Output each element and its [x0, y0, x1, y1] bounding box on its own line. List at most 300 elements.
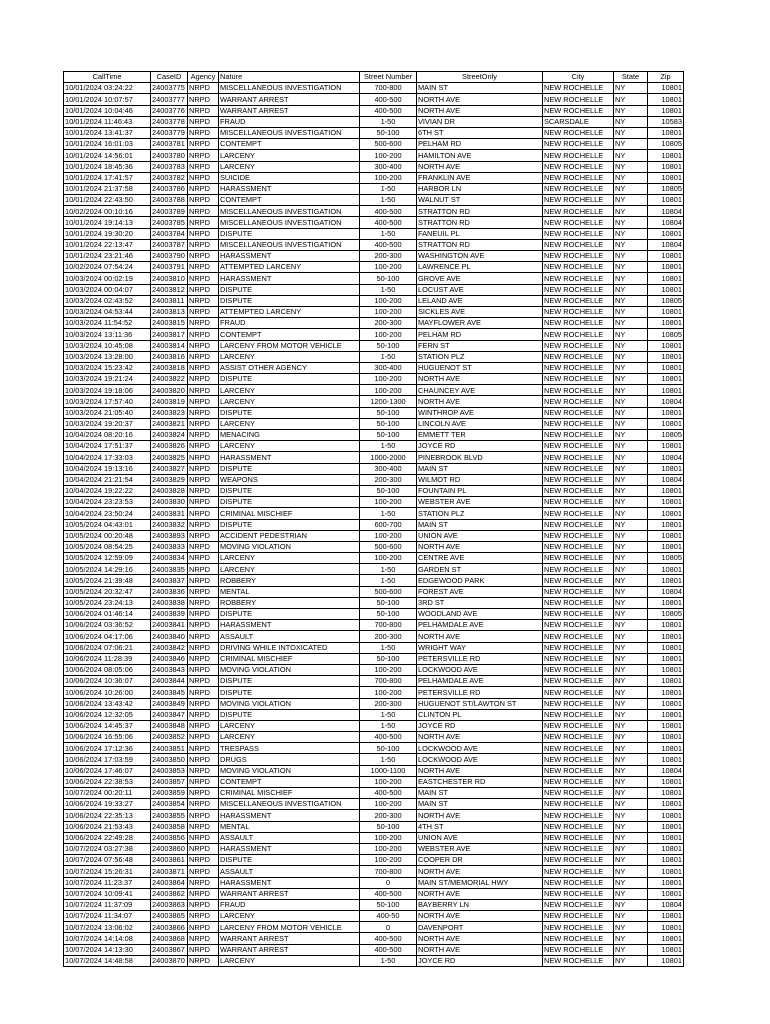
cell-caseid: 24003828	[151, 485, 188, 496]
cell-street-number: 1-50	[360, 116, 417, 127]
cell-nature: DISPUTE	[219, 374, 360, 385]
table-row	[64, 631, 684, 642]
cell-nature: CRIMINAL MISCHIEF	[219, 508, 360, 519]
cell-state: NY	[614, 754, 648, 765]
table-row	[64, 754, 684, 765]
table-row	[64, 788, 684, 799]
table-row	[64, 139, 684, 150]
cell-state: NY	[614, 553, 648, 564]
cell-nature: WARRANT ARREST	[219, 933, 360, 944]
table-row	[64, 150, 684, 161]
cell-agency: NRPD	[188, 94, 219, 105]
cell-city: NEW ROCHELLE	[543, 821, 614, 832]
cell-agency: NRPD	[188, 139, 219, 150]
cell-nature: WARRANT ARREST	[219, 105, 360, 116]
table-row	[64, 676, 684, 687]
cell-street-number: 1-50	[360, 195, 417, 206]
cell-caseid: 24003790	[151, 251, 188, 262]
cell-nature: DISPUTE	[219, 687, 360, 698]
cell-street-only: WEBSTER AVE	[417, 497, 543, 508]
cell-zip: 10801	[648, 676, 684, 687]
cell-nature: MOVING VIOLATION	[219, 698, 360, 709]
cell-city: NEW ROCHELLE	[543, 239, 614, 250]
cell-city: NEW ROCHELLE	[543, 485, 614, 496]
cell-caseid: 24003835	[151, 564, 188, 575]
cell-city: NEW ROCHELLE	[543, 508, 614, 519]
cell-agency: NRPD	[188, 732, 219, 743]
cell-state: NY	[614, 575, 648, 586]
cell-agency: NRPD	[188, 463, 219, 474]
cell-caseid: 24003855	[151, 810, 188, 821]
cell-street-only: PINEBROOK BLVD	[417, 452, 543, 463]
cell-zip: 10801	[648, 228, 684, 239]
cell-street-only: HUGUENOT ST/LAWTON ST	[417, 698, 543, 709]
cell-agency: NRPD	[188, 127, 219, 138]
cell-state: NY	[614, 843, 648, 854]
cell-state: NY	[614, 832, 648, 843]
cell-city: NEW ROCHELLE	[543, 183, 614, 194]
cell-zip: 10801	[648, 810, 684, 821]
cell-state: NY	[614, 83, 648, 94]
cell-state: NY	[614, 508, 648, 519]
cell-state: NY	[614, 351, 648, 362]
cell-agency: NRPD	[188, 687, 219, 698]
cell-state: NY	[614, 888, 648, 899]
cell-calltime: 10/07/2024 10:09:41	[64, 888, 151, 899]
cell-agency: NRPD	[188, 374, 219, 385]
cell-zip: 10805	[648, 553, 684, 564]
table-row	[64, 251, 684, 262]
cell-state: NY	[614, 597, 648, 608]
cell-caseid: 24003865	[151, 911, 188, 922]
cell-nature: LARCENY	[219, 396, 360, 407]
cell-agency: NRPD	[188, 877, 219, 888]
cell-nature: WARRANT ARREST	[219, 94, 360, 105]
table-row	[64, 709, 684, 720]
cell-city: NEW ROCHELLE	[543, 788, 614, 799]
cell-agency: NRPD	[188, 206, 219, 217]
header-agency: Agency	[188, 72, 219, 83]
cell-city: NEW ROCHELLE	[543, 799, 614, 810]
cell-city: NEW ROCHELLE	[543, 765, 614, 776]
cell-nature: MOVING VIOLATION	[219, 664, 360, 675]
table-row	[64, 206, 684, 217]
cell-street-number: 500-600	[360, 541, 417, 552]
cell-agency: NRPD	[188, 351, 219, 362]
header-city: City	[543, 72, 614, 83]
cell-agency: NRPD	[188, 698, 219, 709]
cell-zip: 10804	[648, 765, 684, 776]
cell-agency: NRPD	[188, 553, 219, 564]
cell-street-only: NORTH AVE	[417, 765, 543, 776]
cell-caseid: 24003858	[151, 821, 188, 832]
cell-street-number: 1-50	[360, 183, 417, 194]
cell-city: NEW ROCHELLE	[543, 720, 614, 731]
cell-nature: HARASSMENT	[219, 452, 360, 463]
cell-city: NEW ROCHELLE	[543, 530, 614, 541]
cell-calltime: 10/07/2024 14:48:58	[64, 955, 151, 966]
cell-street-number: 300-400	[360, 161, 417, 172]
cell-zip: 10801	[648, 832, 684, 843]
cell-street-number: 200-300	[360, 810, 417, 821]
cell-caseid: 24003893	[151, 530, 188, 541]
cell-zip: 10801	[648, 866, 684, 877]
cell-agency: NRPD	[188, 709, 219, 720]
cell-city: NEW ROCHELLE	[543, 396, 614, 407]
cell-calltime: 10/03/2024 10:45:08	[64, 340, 151, 351]
cell-agency: NRPD	[188, 306, 219, 317]
cell-street-number: 100-200	[360, 150, 417, 161]
cell-agency: NRPD	[188, 911, 219, 922]
table-row	[64, 329, 684, 340]
table-row	[64, 541, 684, 552]
table-row	[64, 944, 684, 955]
cell-state: NY	[614, 441, 648, 452]
cell-nature: ACCIDENT PEDESTRIAN	[219, 530, 360, 541]
cell-zip: 10801	[648, 620, 684, 631]
cell-nature: WARRANT ARREST	[219, 944, 360, 955]
cell-city: NEW ROCHELLE	[543, 418, 614, 429]
table-row	[64, 698, 684, 709]
cell-calltime: 10/03/2024 02:43:52	[64, 295, 151, 306]
cell-calltime: 10/05/2024 21:39:48	[64, 575, 151, 586]
cell-agency: NRPD	[188, 765, 219, 776]
cell-agency: NRPD	[188, 888, 219, 899]
cell-agency: NRPD	[188, 519, 219, 530]
cell-street-only: STRATTON RD	[417, 206, 543, 217]
cell-calltime: 10/05/2024 14:29:16	[64, 564, 151, 575]
cell-city: NEW ROCHELLE	[543, 541, 614, 552]
cell-caseid: 24003831	[151, 508, 188, 519]
cell-caseid: 24003836	[151, 586, 188, 597]
cell-state: NY	[614, 732, 648, 743]
table-row	[64, 519, 684, 530]
cell-zip: 10801	[648, 922, 684, 933]
cell-street-number: 400-500	[360, 732, 417, 743]
cell-state: NY	[614, 631, 648, 642]
cell-calltime: 10/07/2024 14:13:30	[64, 944, 151, 955]
table-row	[64, 407, 684, 418]
cell-caseid: 24003824	[151, 430, 188, 441]
cell-calltime: 10/07/2024 13:06:02	[64, 922, 151, 933]
table-row	[64, 474, 684, 485]
cell-zip: 10804	[648, 899, 684, 910]
cell-state: NY	[614, 899, 648, 910]
cell-city: NEW ROCHELLE	[543, 955, 614, 966]
cell-city: NEW ROCHELLE	[543, 217, 614, 228]
cell-street-only: STATION PLZ	[417, 508, 543, 519]
cell-zip: 10805	[648, 183, 684, 194]
cell-city: NEW ROCHELLE	[543, 195, 614, 206]
cell-agency: NRPD	[188, 642, 219, 653]
table-row	[64, 609, 684, 620]
cell-state: NY	[614, 228, 648, 239]
cell-city: NEW ROCHELLE	[543, 139, 614, 150]
cell-street-number: 50-100	[360, 597, 417, 608]
table-row	[64, 832, 684, 843]
cell-street-number: 1-50	[360, 564, 417, 575]
cell-calltime: 10/04/2024 17:51:37	[64, 441, 151, 452]
cell-street-only: NORTH AVE	[417, 94, 543, 105]
cell-street-only: BAYBERRY LN	[417, 899, 543, 910]
cell-street-only: VIVIAN DR	[417, 116, 543, 127]
cell-zip: 10801	[648, 877, 684, 888]
cell-state: NY	[614, 195, 648, 206]
cell-street-only: NORTH AVE	[417, 374, 543, 385]
cell-agency: NRPD	[188, 788, 219, 799]
header-zip: Zip	[648, 72, 684, 83]
cell-street-only: 4TH ST	[417, 821, 543, 832]
cell-state: NY	[614, 329, 648, 340]
cell-nature: DISPUTE	[219, 709, 360, 720]
cell-street-only: FERN ST	[417, 340, 543, 351]
cell-city: NEW ROCHELLE	[543, 709, 614, 720]
cell-caseid: 24003784	[151, 228, 188, 239]
cell-street-number: 100-200	[360, 855, 417, 866]
cell-agency: NRPD	[188, 597, 219, 608]
table-row	[64, 161, 684, 172]
cell-state: NY	[614, 609, 648, 620]
cell-calltime: 10/03/2024 00:04:07	[64, 284, 151, 295]
cell-street-only: 3RD ST	[417, 597, 543, 608]
cell-zip: 10805	[648, 430, 684, 441]
cell-street-only: HUGUENOT ST	[417, 362, 543, 373]
table-row	[64, 83, 684, 94]
cell-caseid: 24003870	[151, 955, 188, 966]
cell-state: NY	[614, 485, 648, 496]
cell-nature: DRUGS	[219, 754, 360, 765]
cell-calltime: 10/05/2024 00:20:48	[64, 530, 151, 541]
cell-calltime: 10/06/2024 22:38:53	[64, 776, 151, 787]
cell-agency: NRPD	[188, 228, 219, 239]
cell-street-only: PELHAMDALE AVE	[417, 620, 543, 631]
cell-agency: NRPD	[188, 150, 219, 161]
cell-caseid: 24003857	[151, 776, 188, 787]
table-row	[64, 922, 684, 933]
cell-street-number: 500-600	[360, 586, 417, 597]
cell-caseid: 24003785	[151, 217, 188, 228]
cell-calltime: 10/01/2024 13:41:37	[64, 127, 151, 138]
cell-state: NY	[614, 944, 648, 955]
cell-caseid: 24003848	[151, 720, 188, 731]
cell-calltime: 10/05/2024 04:43:01	[64, 519, 151, 530]
cell-state: NY	[614, 765, 648, 776]
cell-street-number: 100-200	[360, 530, 417, 541]
cell-agency: NRPD	[188, 664, 219, 675]
cell-caseid: 24003778	[151, 116, 188, 127]
cell-zip: 10805	[648, 139, 684, 150]
cell-state: NY	[614, 407, 648, 418]
cell-nature: HARASSMENT	[219, 183, 360, 194]
cell-street-only: JOYCE RD	[417, 720, 543, 731]
cell-city: NEW ROCHELLE	[543, 295, 614, 306]
cell-state: NY	[614, 284, 648, 295]
table-row	[64, 306, 684, 317]
cell-state: NY	[614, 362, 648, 373]
cell-street-number: 400-500	[360, 788, 417, 799]
cell-calltime: 10/01/2024 22:43:50	[64, 195, 151, 206]
cell-agency: NRPD	[188, 944, 219, 955]
cell-zip: 10801	[648, 821, 684, 832]
cell-agency: NRPD	[188, 676, 219, 687]
cell-caseid: 24003782	[151, 172, 188, 183]
cell-city: NEW ROCHELLE	[543, 519, 614, 530]
cell-street-number: 1-50	[360, 720, 417, 731]
cell-street-number: 200-300	[360, 251, 417, 262]
cell-nature: ASSIST OTHER AGENCY	[219, 362, 360, 373]
cell-calltime: 10/05/2024 12:59:09	[64, 553, 151, 564]
cell-agency: NRPD	[188, 485, 219, 496]
cell-nature: MISCELLANEOUS INVESTIGATION	[219, 799, 360, 810]
cell-street-only: NORTH AVE	[417, 161, 543, 172]
table-row	[64, 418, 684, 429]
cell-zip: 10801	[648, 955, 684, 966]
cell-city: NEW ROCHELLE	[543, 866, 614, 877]
cell-street-number: 300-400	[360, 463, 417, 474]
cell-street-only: LOCKWOOD AVE	[417, 743, 543, 754]
cell-calltime: 10/04/2024 23:23:53	[64, 497, 151, 508]
cell-city: NEW ROCHELLE	[543, 441, 614, 452]
cell-state: NY	[614, 564, 648, 575]
cell-state: NY	[614, 866, 648, 877]
table-row	[64, 116, 684, 127]
cell-city: NEW ROCHELLE	[543, 463, 614, 474]
cell-state: NY	[614, 586, 648, 597]
cell-zip: 10801	[648, 172, 684, 183]
cell-caseid: 24003863	[151, 899, 188, 910]
cell-agency: NRPD	[188, 284, 219, 295]
header-nature: Nature	[219, 72, 360, 83]
table-row	[64, 620, 684, 631]
cell-street-only: NORTH AVE	[417, 810, 543, 821]
cell-agency: NRPD	[188, 262, 219, 273]
cell-street-only: MAIN ST/MEMORIAL HWY	[417, 877, 543, 888]
cell-street-only: PETERSVILLE RD	[417, 687, 543, 698]
cell-caseid: 24003776	[151, 105, 188, 116]
cell-nature: MISCELLANEOUS INVESTIGATION	[219, 206, 360, 217]
cell-nature: MISCELLANEOUS INVESTIGATION	[219, 127, 360, 138]
cell-city: NEW ROCHELLE	[543, 385, 614, 396]
incident-table-container	[63, 71, 684, 967]
cell-city: NEW ROCHELLE	[543, 888, 614, 899]
cell-agency: NRPD	[188, 340, 219, 351]
cell-agency: NRPD	[188, 452, 219, 463]
cell-caseid: 24003781	[151, 139, 188, 150]
cell-calltime: 10/06/2024 08:05:06	[64, 664, 151, 675]
cell-nature: LARCENY	[219, 732, 360, 743]
cell-caseid: 24003817	[151, 329, 188, 340]
cell-calltime: 10/03/2024 13:11:36	[64, 329, 151, 340]
cell-agency: NRPD	[188, 430, 219, 441]
cell-caseid: 24003861	[151, 855, 188, 866]
cell-street-number: 600-700	[360, 519, 417, 530]
cell-state: NY	[614, 105, 648, 116]
cell-state: NY	[614, 374, 648, 385]
cell-zip: 10801	[648, 94, 684, 105]
cell-city: NEW ROCHELLE	[543, 597, 614, 608]
cell-city: NEW ROCHELLE	[543, 754, 614, 765]
cell-state: NY	[614, 541, 648, 552]
cell-calltime: 10/06/2024 12:32:05	[64, 709, 151, 720]
cell-state: NY	[614, 620, 648, 631]
cell-caseid: 24003844	[151, 676, 188, 687]
cell-street-number: 0	[360, 922, 417, 933]
cell-nature: ASSAULT	[219, 631, 360, 642]
cell-street-number: 100-200	[360, 329, 417, 340]
cell-agency: NRPD	[188, 217, 219, 228]
cell-street-number: 100-200	[360, 172, 417, 183]
cell-calltime: 10/06/2024 17:46:07	[64, 765, 151, 776]
cell-nature: DISPUTE	[219, 485, 360, 496]
cell-zip: 10805	[648, 609, 684, 620]
cell-city: NEW ROCHELLE	[543, 877, 614, 888]
cell-agency: NRPD	[188, 575, 219, 586]
cell-street-number: 300-400	[360, 362, 417, 373]
table-row	[64, 799, 684, 810]
cell-city: NEW ROCHELLE	[543, 776, 614, 787]
cell-state: NY	[614, 720, 648, 731]
cell-nature: WEAPONS	[219, 474, 360, 485]
cell-nature: LARCENY	[219, 911, 360, 922]
cell-calltime: 10/06/2024 22:49:28	[64, 832, 151, 843]
cell-nature: LARCENY	[219, 564, 360, 575]
cell-street-number: 1-50	[360, 642, 417, 653]
cell-caseid: 24003810	[151, 273, 188, 284]
cell-street-number: 100-200	[360, 295, 417, 306]
cell-agency: NRPD	[188, 116, 219, 127]
cell-calltime: 10/03/2024 21:05:40	[64, 407, 151, 418]
cell-nature: HARASSMENT	[219, 251, 360, 262]
cell-calltime: 10/02/2024 00:10:16	[64, 206, 151, 217]
cell-caseid: 24003788	[151, 195, 188, 206]
table-row	[64, 843, 684, 854]
cell-zip: 10801	[648, 855, 684, 866]
cell-street-number: 1000-1100	[360, 765, 417, 776]
cell-street-number: 100-200	[360, 497, 417, 508]
cell-nature: DISPUTE	[219, 676, 360, 687]
cell-street-only: NORTH AVE	[417, 944, 543, 955]
cell-calltime: 10/05/2024 23:24:13	[64, 597, 151, 608]
cell-nature: DISPUTE	[219, 407, 360, 418]
cell-city: NEW ROCHELLE	[543, 273, 614, 284]
cell-nature: HARASSMENT	[219, 620, 360, 631]
cell-street-only: JOYCE RD	[417, 955, 543, 966]
cell-city: NEW ROCHELLE	[543, 94, 614, 105]
cell-agency: NRPD	[188, 541, 219, 552]
cell-caseid: 24003820	[151, 385, 188, 396]
cell-caseid: 24003815	[151, 318, 188, 329]
table-row	[64, 262, 684, 273]
cell-caseid: 24003845	[151, 687, 188, 698]
cell-caseid: 24003846	[151, 653, 188, 664]
cell-caseid: 24003868	[151, 933, 188, 944]
cell-nature: DISPUTE	[219, 497, 360, 508]
cell-state: NY	[614, 933, 648, 944]
cell-agency: NRPD	[188, 396, 219, 407]
cell-zip: 10801	[648, 564, 684, 575]
cell-street-number: 100-200	[360, 843, 417, 854]
cell-calltime: 10/07/2024 11:37:09	[64, 899, 151, 910]
cell-street-number: 200-300	[360, 698, 417, 709]
cell-street-only: MAIN ST	[417, 83, 543, 94]
cell-agency: NRPD	[188, 564, 219, 575]
cell-street-only: LINCOLN AVE	[417, 418, 543, 429]
cell-caseid: 24003841	[151, 620, 188, 631]
cell-state: NY	[614, 161, 648, 172]
cell-nature: MOVING VIOLATION	[219, 541, 360, 552]
cell-state: NY	[614, 743, 648, 754]
cell-street-only: EASTCHESTER RD	[417, 776, 543, 787]
